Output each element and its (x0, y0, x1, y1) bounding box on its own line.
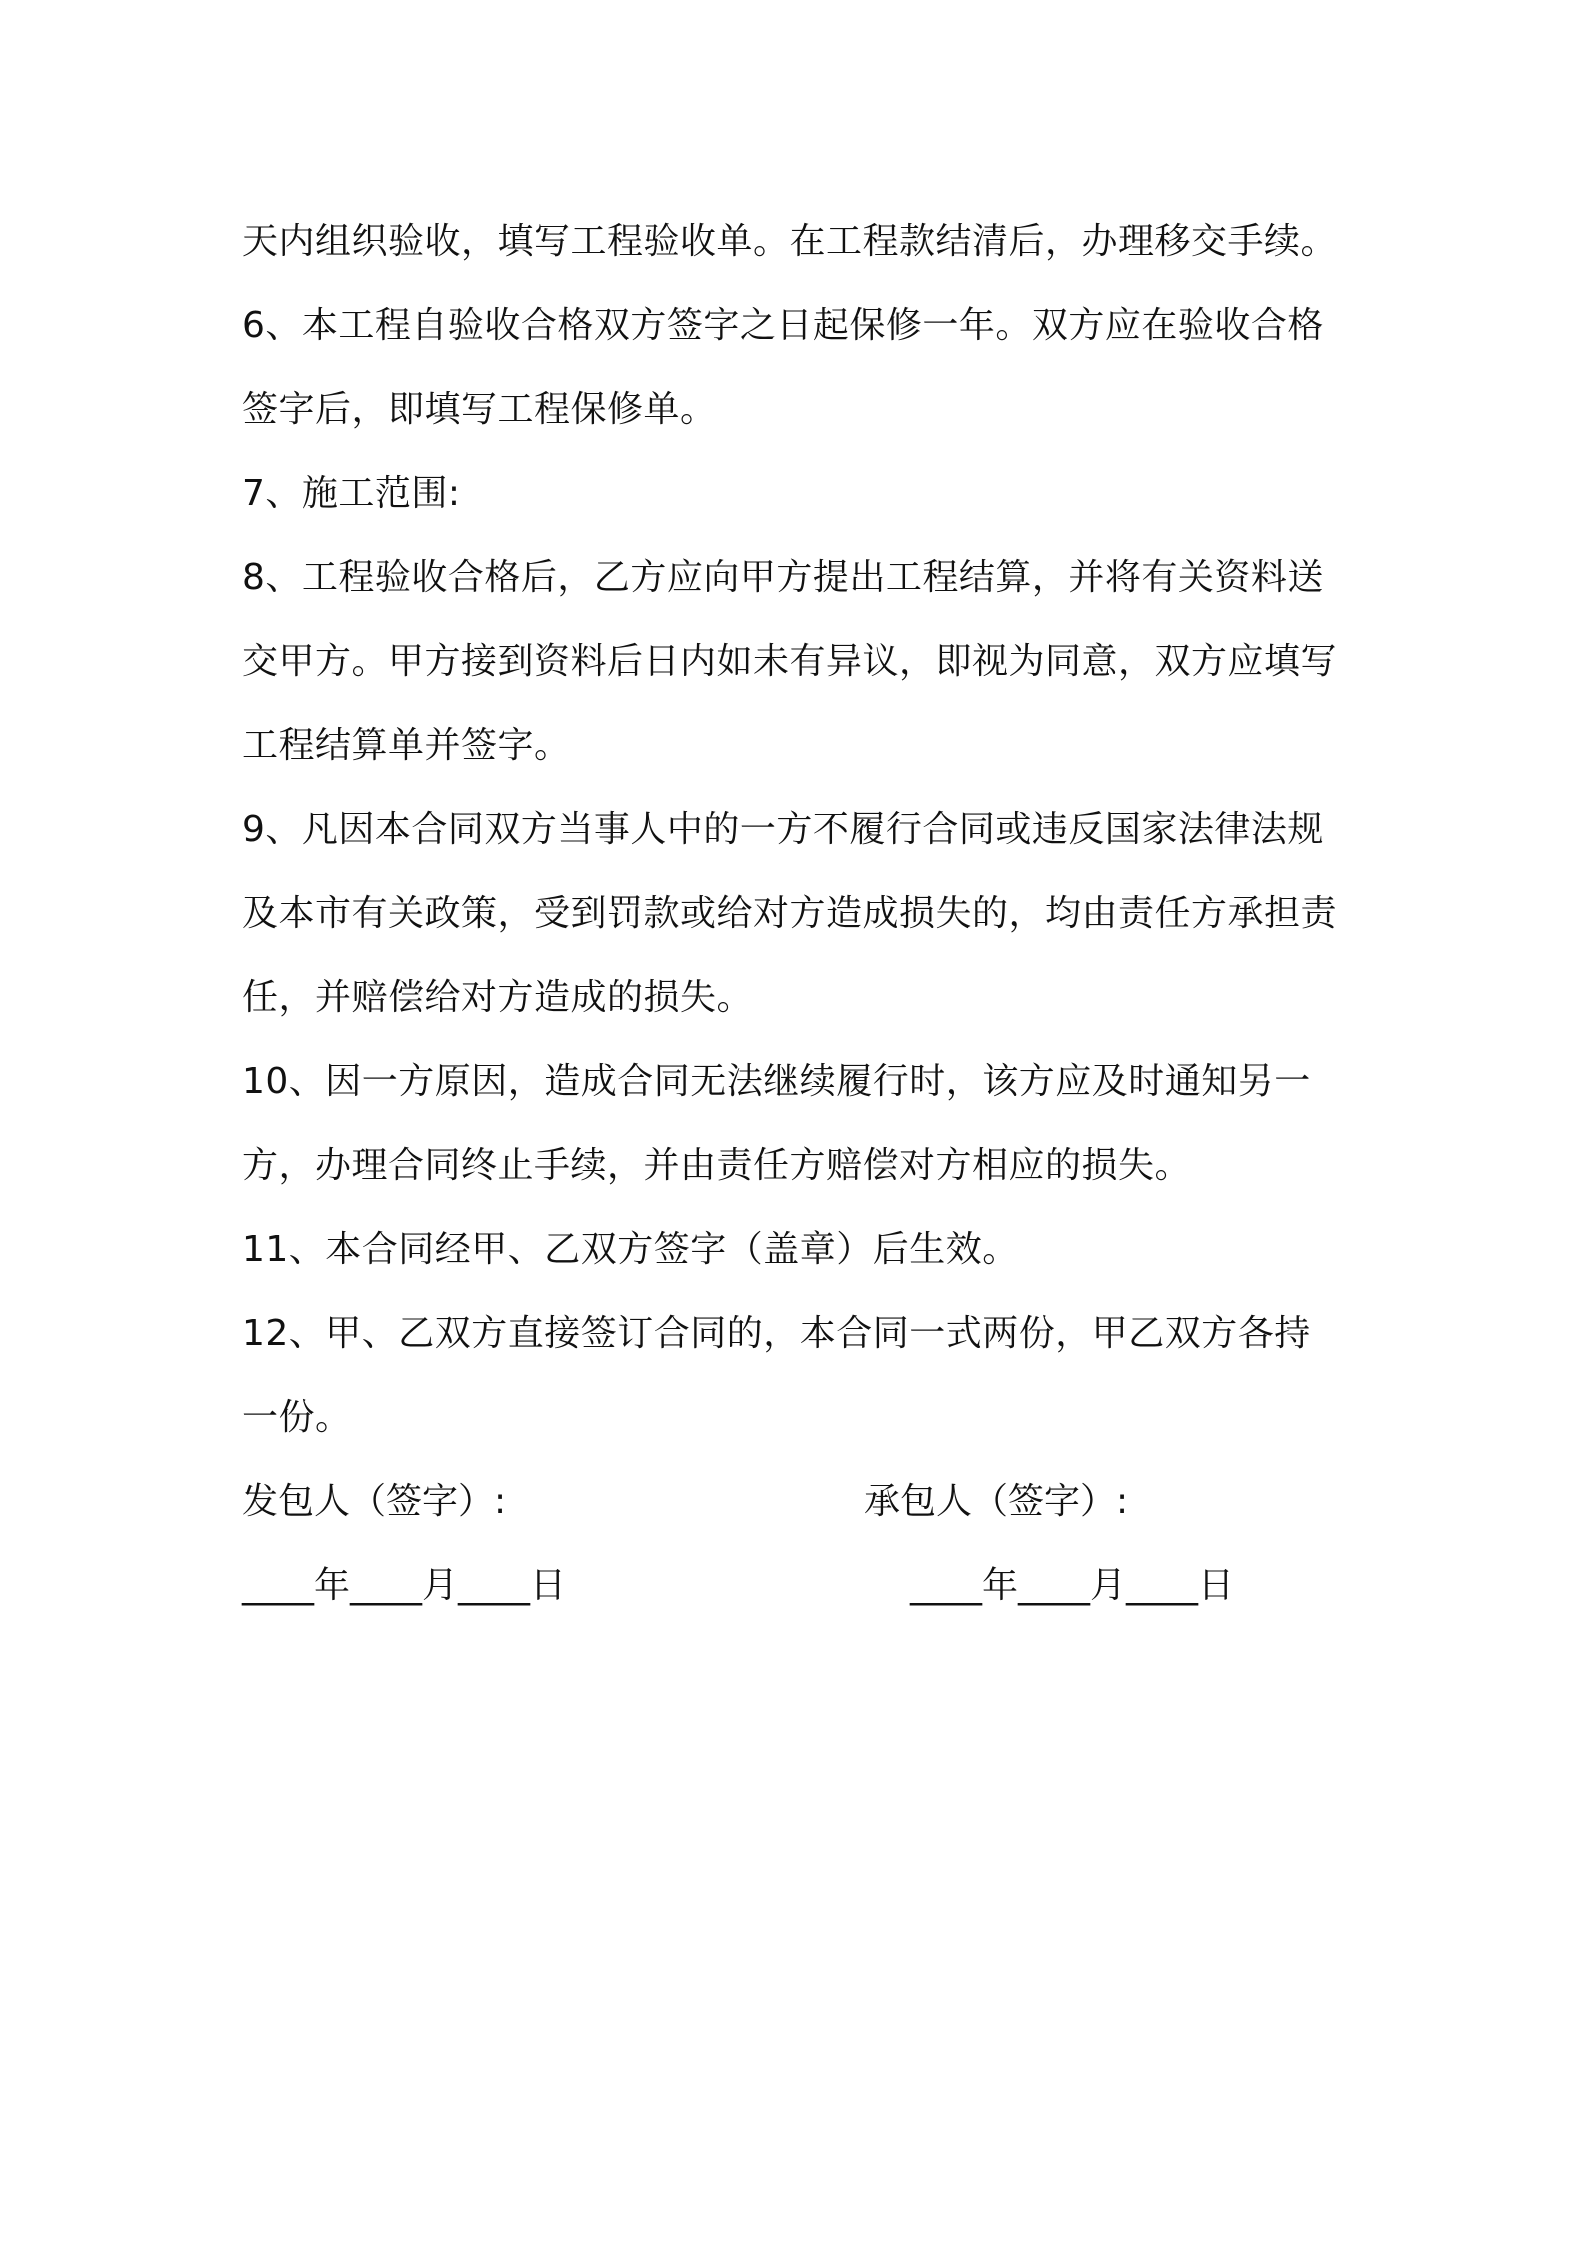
clause-6-line: 签字后，即填写工程保修单。 (242, 389, 717, 430)
clause-10-line: 方，办理合同终止手续，并由责任方赔偿对方相应的损失。 (242, 1145, 1192, 1186)
clause-8-line: 交甲方。甲方接到资料后日内如未有异议，即视为同意，双方应填写 (242, 641, 1338, 682)
clause-8-line: 工程结算单并签字。 (242, 725, 571, 766)
paragraph-line: 天内组织验收，填写工程验收单。在工程款结清后，办理移交手续。 (242, 221, 1338, 262)
clause-12-line: 一份。 (242, 1397, 352, 1438)
party-b-signature-label: 承包人（签字）: (864, 1481, 1129, 1522)
clause-12-line: 12、甲、乙双方直接签订合同的，本合同一式两份，甲乙双方各持 (242, 1313, 1311, 1354)
signature-labels-row (242, 1460, 1362, 1544)
contract-body (242, 200, 1362, 1628)
clause-9-line: 9、凡因本合同双方当事人中的一方不履行合同或违反国家法律法规 (242, 809, 1324, 850)
clause-10-line: 10、因一方原因，造成合同无法继续履行时，该方应及时通知另一 (242, 1061, 1311, 1102)
party-b-date-field: ____年____月____日 (910, 1565, 1235, 1606)
clause-9-line: 任，并赔偿给对方造成的损失。 (242, 977, 754, 1018)
clause-11-line: 11、本合同经甲、乙双方签字（盖章）后生效。 (242, 1229, 1019, 1270)
clause-8-line: 8、工程验收合格后，乙方应向甲方提出工程结算，并将有关资料送 (242, 557, 1324, 598)
signature-dates-row (242, 1544, 1362, 1628)
clause-9-line: 及本市有关政策，受到罚款或给对方造成损失的，均由责任方承担责 (242, 893, 1338, 934)
clause-6-line: 6、本工程自验收合格双方签字之日起保修一年。双方应在验收合格 (242, 305, 1324, 346)
party-a-date-field: ____年____月____日 (242, 1565, 567, 1606)
clause-7-line: 7、施工范围: (242, 473, 461, 514)
party-a-signature-label: 发包人（签字）: (242, 1481, 507, 1522)
